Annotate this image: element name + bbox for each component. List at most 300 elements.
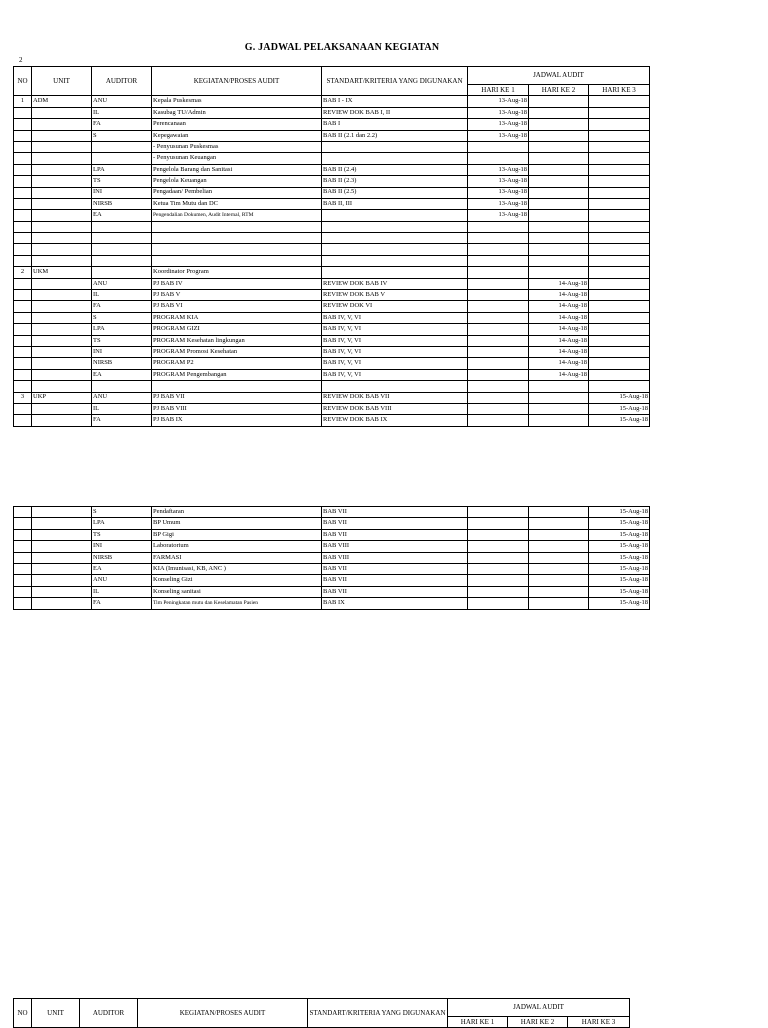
auditor-cell <box>92 267 152 278</box>
auditor-cell: LPA <box>92 164 152 175</box>
standart-cell: BAB VII <box>322 518 468 529</box>
unit-cell <box>32 335 92 346</box>
hari-1-cell <box>468 392 529 403</box>
standart-cell: BAB II (2.1 dan 2.2) <box>322 130 468 141</box>
unit-cell <box>32 187 92 198</box>
hari-1-cell <box>468 153 529 164</box>
hari-1-cell <box>468 518 529 529</box>
no-cell <box>14 415 32 426</box>
table-row <box>14 586 650 597</box>
hari-3-cell <box>589 153 650 164</box>
unit-cell <box>32 233 92 244</box>
auditor-cell <box>92 381 152 392</box>
standart-cell: BAB VII <box>322 563 468 574</box>
standart-cell: BAB I - IX <box>322 96 468 107</box>
no-cell <box>14 153 32 164</box>
kegiatan-cell: PJ BAB V <box>152 290 322 301</box>
hari-1-cell <box>468 324 529 335</box>
kegiatan-cell: Konseling sanitasi <box>152 586 322 597</box>
table-row <box>14 518 650 529</box>
standart-cell <box>322 141 468 152</box>
no-cell <box>14 107 32 118</box>
table-row <box>14 346 650 357</box>
hari-3-cell <box>589 324 650 335</box>
standart-cell <box>322 255 468 266</box>
auditor-cell <box>92 244 152 255</box>
hari-3-cell <box>589 358 650 369</box>
table-row <box>14 312 650 323</box>
standart-cell: BAB IX <box>322 598 468 609</box>
auditor-cell: S <box>92 507 152 518</box>
hari-1-cell <box>468 346 529 357</box>
hari-1-cell: 13-Aug-18 <box>468 176 529 187</box>
no-cell <box>14 403 32 414</box>
table-row <box>14 381 650 392</box>
table-row <box>14 575 650 586</box>
hari-2-cell <box>529 210 589 221</box>
standart-cell <box>322 381 468 392</box>
table-row <box>14 278 650 289</box>
header-no: NO <box>14 67 32 96</box>
page-number: 2 <box>19 56 23 64</box>
hari-2-cell <box>529 107 589 118</box>
hari-2-cell <box>529 198 589 209</box>
table-row <box>14 507 650 518</box>
hari-2-cell: 14-Aug-18 <box>529 369 589 380</box>
auditor-cell <box>92 141 152 152</box>
table-row <box>14 290 650 301</box>
hari-2-cell: 14-Aug-18 <box>529 335 589 346</box>
hari-2-cell <box>529 392 589 403</box>
standart-cell: BAB VII <box>322 575 468 586</box>
standart-cell: BAB VII <box>322 507 468 518</box>
hari-3-cell <box>589 244 650 255</box>
auditor-cell: IL <box>92 290 152 301</box>
auditor-cell: NIRSB <box>92 552 152 563</box>
header-unit: UNIT <box>32 999 80 1028</box>
no-cell <box>14 518 32 529</box>
kegiatan-cell: Pengelola Barang dan Sanitasi <box>152 164 322 175</box>
hari-2-cell <box>529 563 589 574</box>
auditor-cell: NIRSB <box>92 198 152 209</box>
kegiatan-cell: PJ BAB IX <box>152 415 322 426</box>
kegiatan-cell: PROGRAM Pengembangan <box>152 369 322 380</box>
no-cell <box>14 312 32 323</box>
kegiatan-cell: Pengadaan/ Pembelian <box>152 187 322 198</box>
table-row <box>14 415 650 426</box>
no-cell <box>14 598 32 609</box>
no-cell: 1 <box>14 96 32 107</box>
hari-1-cell <box>468 301 529 312</box>
hari-2-cell <box>529 96 589 107</box>
hari-2-cell <box>529 187 589 198</box>
auditor-cell: LPA <box>92 518 152 529</box>
table-row <box>14 153 650 164</box>
table-row <box>14 198 650 209</box>
hari-2-cell <box>529 221 589 232</box>
no-cell <box>14 187 32 198</box>
standart-cell: REVIEW DOK BAB VII <box>322 392 468 403</box>
hari-2-cell <box>529 233 589 244</box>
hari-2-cell: 14-Aug-18 <box>529 346 589 357</box>
hari-1-cell: 13-Aug-18 <box>468 96 529 107</box>
unit-cell <box>32 312 92 323</box>
table-row <box>14 210 650 221</box>
hari-1-cell <box>468 335 529 346</box>
hari-1-cell: 13-Aug-18 <box>468 164 529 175</box>
kegiatan-cell: Kepala Puskesmas <box>152 96 322 107</box>
unit-cell <box>32 153 92 164</box>
no-cell <box>14 575 32 586</box>
no-cell <box>14 221 32 232</box>
schedule-table-1 <box>13 66 650 427</box>
hari-1-cell <box>468 575 529 586</box>
kegiatan-cell <box>152 255 322 266</box>
table-row <box>14 598 650 609</box>
standart-cell: REVIEW DOK BAB VIII <box>322 403 468 414</box>
unit-cell <box>32 141 92 152</box>
hari-1-cell <box>468 278 529 289</box>
hari-2-cell: 14-Aug-18 <box>529 324 589 335</box>
hari-1-cell: 13-Aug-18 <box>468 130 529 141</box>
hari-3-cell <box>589 107 650 118</box>
hari-2-cell <box>529 598 589 609</box>
hari-3-cell: 15-Aug-18 <box>589 529 650 540</box>
hari-2-cell <box>529 255 589 266</box>
hari-3-cell: 15-Aug-18 <box>589 403 650 414</box>
no-cell <box>14 244 32 255</box>
kegiatan-cell: Tim Peningkatan mutu dan Keselamatan Pasien <box>152 598 322 609</box>
no-cell <box>14 290 32 301</box>
table-row <box>14 164 650 175</box>
standart-cell: BAB II, III <box>322 198 468 209</box>
hari-3-cell: 15-Aug-18 <box>589 392 650 403</box>
unit-cell <box>32 119 92 130</box>
auditor-cell: INI <box>92 541 152 552</box>
auditor-cell: ANU <box>92 575 152 586</box>
hari-2-cell <box>529 541 589 552</box>
hari-2-cell: 14-Aug-18 <box>529 358 589 369</box>
page-title: G. JADWAL PELAKSANAAN KEGIATAN <box>244 42 440 53</box>
unit-cell <box>32 221 92 232</box>
no-cell <box>14 255 32 266</box>
hari-3-cell <box>589 130 650 141</box>
unit-cell <box>32 290 92 301</box>
standart-cell <box>322 267 468 278</box>
no-cell <box>14 552 32 563</box>
kegiatan-cell: FARMASI <box>152 552 322 563</box>
hari-1-cell <box>468 290 529 301</box>
table-row <box>14 233 650 244</box>
hari-2-cell <box>529 575 589 586</box>
kegiatan-cell: BP Umum <box>152 518 322 529</box>
auditor-cell: TS <box>92 335 152 346</box>
table-row <box>14 176 650 187</box>
hari-3-cell <box>589 176 650 187</box>
unit-cell: ADM <box>32 96 92 107</box>
kegiatan-cell: PJ BAB IV <box>152 278 322 289</box>
hari-2-cell <box>529 415 589 426</box>
hari-3-cell: 15-Aug-18 <box>589 507 650 518</box>
unit-cell <box>32 586 92 597</box>
standart-cell <box>322 210 468 221</box>
hari-3-cell <box>589 381 650 392</box>
hari-3-cell: 15-Aug-18 <box>589 541 650 552</box>
header-standart: STANDART/KRITERIA YANG DIGUNAKAN <box>308 999 448 1028</box>
unit-cell <box>32 164 92 175</box>
hari-1-cell <box>468 529 529 540</box>
no-cell: 3 <box>14 392 32 403</box>
unit-cell <box>32 381 92 392</box>
table-row <box>14 141 650 152</box>
auditor-cell: INI <box>92 187 152 198</box>
hari-1-cell <box>468 233 529 244</box>
hari-3-cell <box>589 290 650 301</box>
no-cell <box>14 541 32 552</box>
unit-cell <box>32 507 92 518</box>
hari-2-cell <box>529 130 589 141</box>
hari-3-cell <box>589 119 650 130</box>
no-cell <box>14 369 32 380</box>
hari-1-cell <box>468 267 529 278</box>
hari-1-cell <box>468 255 529 266</box>
kegiatan-cell: Konseling Gizi <box>152 575 322 586</box>
standart-cell <box>322 221 468 232</box>
no-cell <box>14 563 32 574</box>
table-row <box>14 392 650 403</box>
hari-3-cell <box>589 335 650 346</box>
standart-cell: BAB II (2.5) <box>322 187 468 198</box>
no-cell <box>14 324 32 335</box>
header-hari-2: HARI KE 2 <box>529 85 589 96</box>
hari-2-cell: 14-Aug-18 <box>529 312 589 323</box>
hari-3-cell: 15-Aug-18 <box>589 563 650 574</box>
no-cell <box>14 358 32 369</box>
kegiatan-cell: KIA (Imunisasi, KB, ANC ) <box>152 563 322 574</box>
hari-3-cell <box>589 267 650 278</box>
hari-1-cell <box>468 369 529 380</box>
hari-1-cell <box>468 541 529 552</box>
no-cell: 2 <box>14 267 32 278</box>
no-cell <box>14 176 32 187</box>
schedule-table-2-body <box>14 507 650 610</box>
hari-2-cell <box>529 507 589 518</box>
hari-3-cell <box>589 369 650 380</box>
hari-3-cell <box>589 221 650 232</box>
standart-cell: REVIEW DOK BAB V <box>322 290 468 301</box>
auditor-cell: FA <box>92 598 152 609</box>
hari-3-cell: 15-Aug-18 <box>589 598 650 609</box>
standart-cell: BAB II (2.3) <box>322 176 468 187</box>
schedule-table-2 <box>13 506 650 610</box>
kegiatan-cell: PROGRAM Promosi Kesehatan <box>152 346 322 357</box>
header-standart: STANDART/KRITERIA YANG DIGUNAKAN <box>322 67 468 96</box>
hari-2-cell <box>529 119 589 130</box>
hari-1-cell: 13-Aug-18 <box>468 187 529 198</box>
table-row <box>14 358 650 369</box>
standart-cell: BAB VII <box>322 586 468 597</box>
unit-cell: UKM <box>32 267 92 278</box>
kegiatan-cell: Pendaftaran <box>152 507 322 518</box>
kegiatan-cell: Pengendalian Dokumen, Audit Internal, RTM <box>152 210 322 221</box>
hari-1-cell <box>468 563 529 574</box>
auditor-cell: IL <box>92 586 152 597</box>
standart-cell: BAB IV, V, VI <box>322 324 468 335</box>
hari-2-cell <box>529 153 589 164</box>
table-row <box>14 301 650 312</box>
auditor-cell: ANU <box>92 392 152 403</box>
hari-1-cell: 13-Aug-18 <box>468 107 529 118</box>
auditor-cell: FA <box>92 415 152 426</box>
unit-cell <box>32 518 92 529</box>
standart-cell: REVIEW DOK BAB IV <box>322 278 468 289</box>
standart-cell: REVIEW DOK BAB IX <box>322 415 468 426</box>
kegiatan-cell: Kepegawaian <box>152 130 322 141</box>
hari-3-cell <box>589 187 650 198</box>
auditor-cell: LPA <box>92 324 152 335</box>
header-unit: UNIT <box>32 67 92 96</box>
standart-cell: BAB IV, V, VI <box>322 312 468 323</box>
table-row <box>14 403 650 414</box>
hari-3-cell <box>589 164 650 175</box>
auditor-cell: NIRSB <box>92 358 152 369</box>
hari-1-cell <box>468 415 529 426</box>
table-row <box>14 221 650 232</box>
auditor-cell: ANU <box>92 96 152 107</box>
hari-1-cell <box>468 507 529 518</box>
standart-cell: BAB VIII <box>322 552 468 563</box>
auditor-cell: S <box>92 312 152 323</box>
hari-2-cell <box>529 267 589 278</box>
kegiatan-cell: PROGRAM Kesehatan lingkungan <box>152 335 322 346</box>
hari-2-cell: 14-Aug-18 <box>529 290 589 301</box>
hari-1-cell <box>468 244 529 255</box>
table-row <box>14 130 650 141</box>
hari-1-cell <box>468 598 529 609</box>
hari-3-cell <box>589 96 650 107</box>
header-hari-1: HARI KE 1 <box>448 1017 508 1028</box>
unit-cell <box>32 255 92 266</box>
hari-1-cell: 13-Aug-18 <box>468 210 529 221</box>
hari-2-cell <box>529 141 589 152</box>
kegiatan-cell: Koordinator Program <box>152 267 322 278</box>
unit-cell <box>32 358 92 369</box>
no-cell <box>14 346 32 357</box>
standart-cell: REVIEW DOK BAB I, II <box>322 107 468 118</box>
unit-cell <box>32 130 92 141</box>
header-hari-3: HARI KE 3 <box>568 1017 630 1028</box>
hari-1-cell <box>468 586 529 597</box>
kegiatan-cell: PJ BAB VIII <box>152 403 322 414</box>
hari-3-cell: 15-Aug-18 <box>589 575 650 586</box>
no-cell <box>14 119 32 130</box>
no-cell <box>14 198 32 209</box>
header-hari-2: HARI KE 2 <box>508 1017 568 1028</box>
kegiatan-cell: - Penyusunan Keuangan <box>152 153 322 164</box>
hari-1-cell <box>468 221 529 232</box>
no-cell <box>14 301 32 312</box>
hari-1-cell <box>468 141 529 152</box>
kegiatan-cell: Kasubag TU/Admin <box>152 107 322 118</box>
hari-3-cell <box>589 233 650 244</box>
no-cell <box>14 233 32 244</box>
kegiatan-cell: Ketua Tim Mutu dan DC <box>152 198 322 209</box>
no-cell <box>14 507 32 518</box>
hari-3-cell: 15-Aug-18 <box>589 586 650 597</box>
kegiatan-cell: Laboratorium <box>152 541 322 552</box>
table-row <box>14 563 650 574</box>
auditor-cell: IL <box>92 107 152 118</box>
unit-cell <box>32 403 92 414</box>
header-auditor: AUDITOR <box>92 67 152 96</box>
auditor-cell: TS <box>92 529 152 540</box>
kegiatan-cell: PROGRAM GIZI <box>152 324 322 335</box>
auditor-cell: TS <box>92 176 152 187</box>
table-row <box>14 267 650 278</box>
hari-3-cell: 15-Aug-18 <box>589 518 650 529</box>
table-row <box>14 244 650 255</box>
kegiatan-cell: PROGRAM KIA <box>152 312 322 323</box>
unit-cell <box>32 598 92 609</box>
hari-2-cell: 14-Aug-18 <box>529 278 589 289</box>
kegiatan-cell: PJ BAB VII <box>152 392 322 403</box>
unit-cell <box>32 278 92 289</box>
hari-2-cell <box>529 552 589 563</box>
header-jadwal: JADWAL AUDIT <box>448 999 630 1017</box>
hari-3-cell <box>589 278 650 289</box>
no-cell <box>14 278 32 289</box>
no-cell <box>14 335 32 346</box>
hari-1-cell: 13-Aug-18 <box>468 119 529 130</box>
table-row <box>14 255 650 266</box>
header-hari-3: HARI KE 3 <box>589 85 650 96</box>
kegiatan-cell: - Penyusunan Puskesmas <box>152 141 322 152</box>
standart-cell: BAB IV, V, VI <box>322 369 468 380</box>
standart-cell <box>322 233 468 244</box>
hari-2-cell <box>529 586 589 597</box>
standart-cell: BAB II (2.4) <box>322 164 468 175</box>
standart-cell: BAB IV, V, VI <box>322 335 468 346</box>
hari-3-cell <box>589 312 650 323</box>
hari-2-cell <box>529 529 589 540</box>
kegiatan-cell: Perencanaan <box>152 119 322 130</box>
hari-1-cell <box>468 403 529 414</box>
hari-1-cell <box>468 358 529 369</box>
auditor-cell: INI <box>92 346 152 357</box>
kegiatan-cell <box>152 381 322 392</box>
kegiatan-cell <box>152 233 322 244</box>
kegiatan-cell: Pengelola Keuangan <box>152 176 322 187</box>
table-row <box>14 369 650 380</box>
hari-2-cell <box>529 176 589 187</box>
standart-cell <box>322 244 468 255</box>
standart-cell: BAB IV, V, VI <box>322 358 468 369</box>
kegiatan-cell: PROGRAM P2 <box>152 358 322 369</box>
standart-cell: REVIEW DOK VI <box>322 301 468 312</box>
auditor-cell <box>92 233 152 244</box>
kegiatan-cell: BP Gigi <box>152 529 322 540</box>
no-cell <box>14 529 32 540</box>
unit-cell <box>32 244 92 255</box>
header-kegiatan: KEGIATAN/PROSES AUDIT <box>138 999 308 1028</box>
no-cell <box>14 210 32 221</box>
table-row <box>14 552 650 563</box>
unit-cell <box>32 324 92 335</box>
auditor-cell: EA <box>92 563 152 574</box>
hari-3-cell: 15-Aug-18 <box>589 415 650 426</box>
standart-cell: BAB VIII <box>322 541 468 552</box>
header-auditor: AUDITOR <box>80 999 138 1028</box>
